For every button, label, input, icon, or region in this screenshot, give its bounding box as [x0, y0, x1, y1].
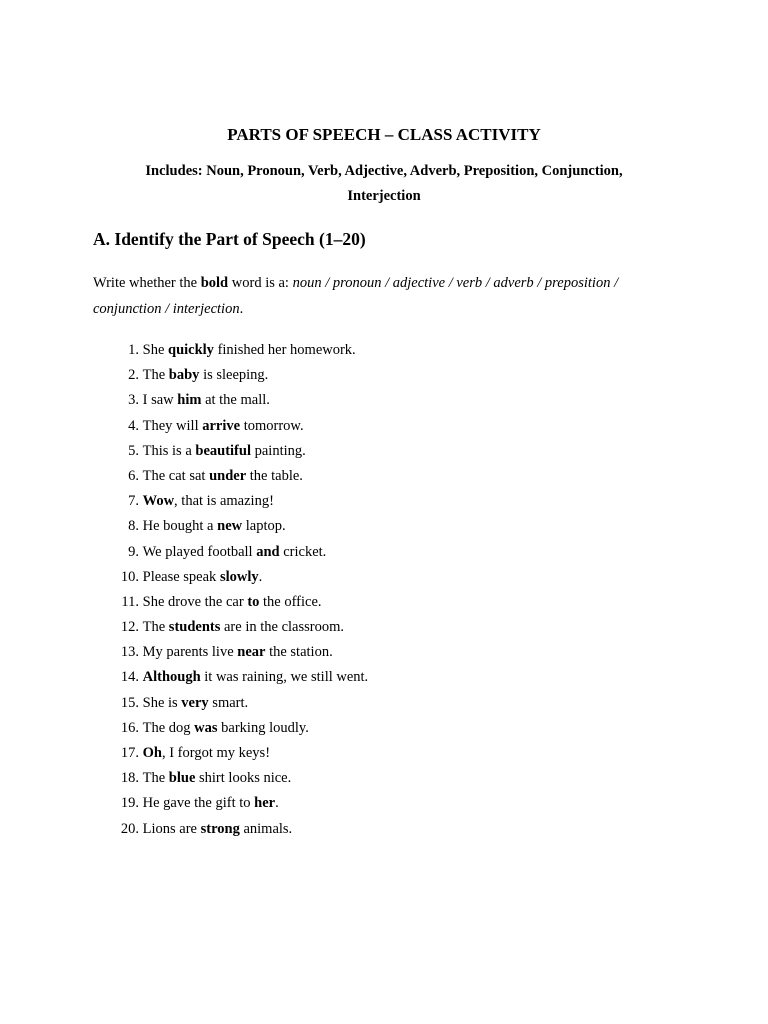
question-item	[93, 440, 693, 465]
sentence-before: She	[142, 342, 168, 358]
question-number: 2.	[128, 367, 139, 384]
instruction-bold-word: bold	[200, 275, 229, 291]
question-number: 12.	[120, 619, 139, 636]
target-word: slowly	[219, 568, 259, 585]
instruction-suffix: .	[239, 301, 244, 317]
sentence-before: She drove the car	[142, 593, 248, 610]
question-sentence	[143, 792, 279, 815]
target-word: Wow	[142, 493, 175, 510]
sentence-before: My parents live	[142, 644, 238, 661]
question-number: 17.	[120, 745, 139, 761]
sentence-after: laptop.	[242, 518, 286, 535]
question-item	[93, 692, 693, 717]
sentence-after: at the mall.	[201, 392, 270, 409]
sentence-after: tomorrow.	[240, 417, 304, 434]
sentence-before: They will	[142, 417, 203, 434]
sentence-before: The	[142, 619, 169, 636]
sentence-before: The	[142, 367, 169, 384]
question-number: 14.	[120, 669, 139, 686]
section-a-instruction	[93, 270, 678, 322]
target-word: under	[209, 467, 247, 484]
sentence-before: Please speak	[142, 568, 220, 585]
sentence-after: .	[275, 795, 279, 812]
question-number: 16.	[120, 719, 139, 736]
question-number: 8.	[128, 518, 139, 535]
question-item	[93, 490, 693, 515]
question-item	[93, 591, 693, 616]
sentence-after: .	[258, 568, 263, 585]
question-item	[93, 818, 693, 843]
sentence-after: it was raining, we still went.	[200, 669, 369, 686]
question-number: 10.	[120, 568, 139, 585]
question-item	[93, 515, 693, 540]
question-number: 15.	[120, 694, 139, 711]
document-title: PARTS OF SPEECH – CLASS ACTIVITY	[227, 125, 541, 144]
question-number: 9.	[128, 543, 139, 560]
question-sentence	[143, 742, 270, 765]
target-word: near	[237, 644, 266, 661]
sentence-after: smart.	[208, 694, 249, 711]
question-sentence	[143, 767, 292, 790]
sentence-after: is sleeping.	[199, 367, 269, 384]
instruction-prefix: Write whether the	[93, 275, 201, 291]
question-sentence	[143, 440, 306, 463]
question-list	[93, 339, 693, 843]
sentence-after: finished her homework.	[213, 342, 356, 358]
question-item	[93, 415, 693, 440]
question-sentence	[143, 490, 274, 513]
sentence-before: She is	[142, 694, 182, 711]
question-number: 5.	[128, 442, 139, 459]
question-number: 20.	[120, 820, 139, 837]
sentence-after: are in the classroom.	[220, 619, 344, 636]
target-word: blue	[168, 770, 196, 787]
question-sentence	[143, 566, 263, 589]
question-item	[93, 742, 693, 767]
question-number: 1.	[128, 342, 139, 358]
sentence-before: This is a	[142, 442, 196, 459]
question-item	[93, 666, 693, 691]
question-number: 3.	[128, 392, 139, 409]
sentence-before: We played football	[142, 543, 257, 560]
sentence-before: I saw	[142, 392, 178, 409]
sentence-after: barking loudly.	[217, 719, 309, 736]
sentence-before: He bought a	[142, 518, 218, 535]
target-word: very	[181, 694, 209, 711]
question-item	[93, 364, 693, 389]
target-word: and	[256, 543, 280, 560]
sentence-after: , I forgot my keys!	[161, 745, 271, 761]
question-sentence	[143, 389, 270, 412]
question-number: 18.	[120, 770, 139, 787]
sentence-after: the table.	[246, 467, 303, 484]
question-item	[93, 566, 693, 591]
question-number: 4.	[128, 417, 139, 434]
question-sentence	[143, 541, 327, 564]
question-sentence	[143, 692, 249, 715]
question-sentence	[143, 465, 303, 488]
sentence-before: The dog	[142, 719, 195, 736]
target-word: beautiful	[195, 442, 251, 459]
instruction-options: noun / pronoun / adjective / verb / adverb / preposition / conjunction / interjection	[93, 275, 619, 317]
target-word: Oh	[142, 745, 162, 761]
question-sentence	[143, 364, 269, 387]
question-sentence	[143, 641, 333, 664]
sentence-before: He gave the gift to	[142, 795, 255, 812]
target-word: her	[254, 795, 276, 812]
question-item	[93, 641, 693, 666]
target-word: to	[247, 593, 260, 610]
sentence-before: The	[142, 770, 169, 787]
question-item	[93, 541, 693, 566]
question-item	[93, 767, 693, 792]
target-word: was	[194, 719, 218, 736]
sentence-after: , that is amazing!	[174, 493, 274, 510]
sentence-after: the office.	[259, 593, 322, 610]
question-item	[93, 339, 693, 364]
instruction-middle: word is a:	[228, 275, 293, 291]
includes-line: Includes: Noun, Pronoun, Verb, Adjective, Adverb, Preposition, Conjunction, Interjection	[145, 163, 623, 204]
sentence-after: animals.	[239, 820, 293, 837]
question-number: 6.	[128, 467, 139, 484]
question-number: 19.	[120, 795, 139, 812]
question-sentence	[143, 515, 286, 538]
sentence-before: The cat sat	[142, 467, 210, 484]
question-sentence	[143, 339, 356, 362]
question-number: 13.	[120, 644, 139, 661]
target-word: quickly	[168, 342, 214, 358]
sentence-after: the station.	[265, 644, 333, 661]
question-sentence	[143, 818, 293, 841]
question-item	[93, 465, 693, 490]
target-word: arrive	[202, 417, 241, 434]
section-a-heading: A. Identify the Part of Speech (1–20)	[93, 229, 366, 249]
question-sentence	[143, 666, 369, 689]
target-word: Although	[142, 669, 201, 686]
target-word: students	[168, 619, 221, 636]
target-word: strong	[200, 820, 240, 837]
question-item	[93, 792, 693, 817]
question-number: 11.	[121, 593, 139, 610]
question-sentence	[143, 616, 344, 639]
sentence-before: Lions are	[142, 820, 201, 837]
target-word: him	[177, 392, 202, 409]
sentence-after: painting.	[250, 442, 306, 459]
target-word: baby	[168, 367, 200, 384]
target-word: new	[217, 518, 243, 535]
question-sentence	[143, 415, 304, 438]
question-sentence	[143, 717, 309, 740]
question-item	[93, 389, 693, 414]
question-item	[93, 717, 693, 742]
question-item	[93, 616, 693, 641]
question-sentence	[143, 591, 322, 614]
sentence-after: cricket.	[279, 543, 327, 560]
sentence-after: shirt looks nice.	[195, 770, 292, 787]
question-number: 7.	[128, 493, 139, 510]
